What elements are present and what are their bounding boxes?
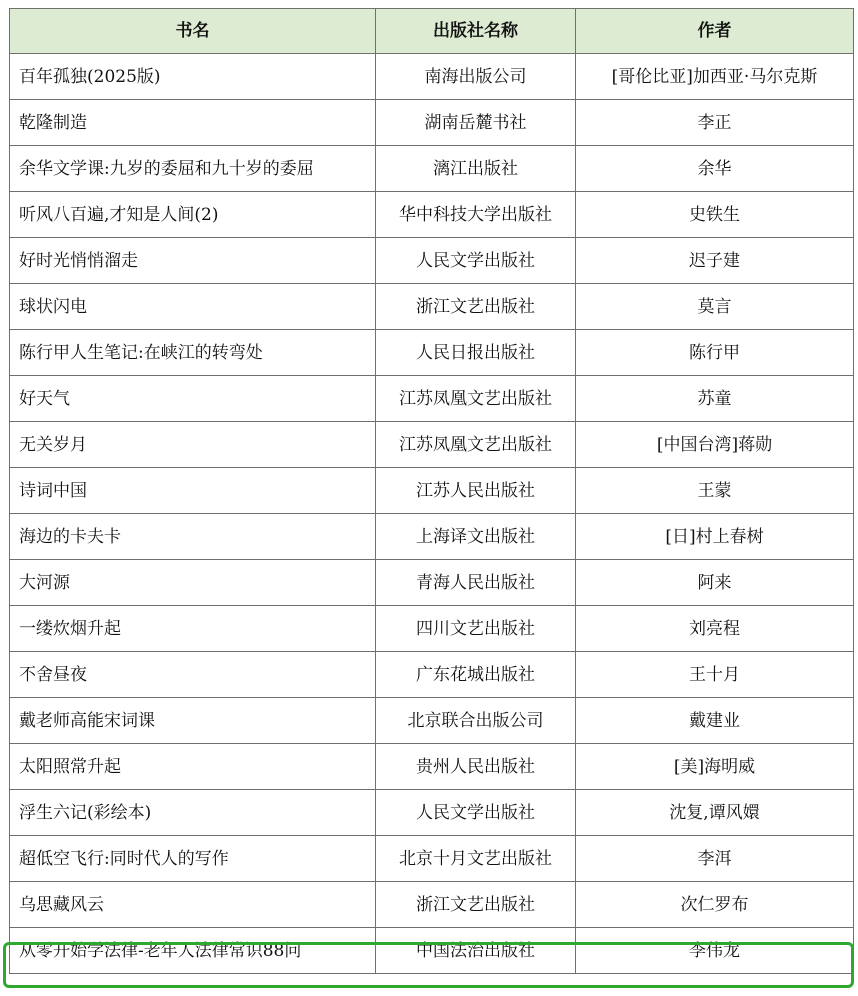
- book-title-cell: 余华文学课:九岁的委屈和九十岁的委屈: [10, 146, 376, 192]
- publisher-cell: 漓江出版社: [376, 146, 576, 192]
- table-row: [10, 146, 854, 192]
- publisher-cell: 江苏人民出版社: [376, 468, 576, 514]
- book-title-cell: 好时光悄悄溜走: [10, 238, 376, 284]
- table-body: [10, 54, 854, 974]
- author-cell: 李正: [576, 100, 854, 146]
- header-publisher: 出版社名称: [376, 9, 576, 54]
- table-row: [10, 790, 854, 836]
- publisher-cell: 江苏凤凰文艺出版社: [376, 376, 576, 422]
- book-list-table: [9, 8, 854, 974]
- header-title: 书名: [10, 9, 376, 54]
- author-cell: 次仁罗布: [576, 882, 854, 928]
- table-row: [10, 422, 854, 468]
- publisher-cell: 中国法治出版社: [376, 928, 576, 974]
- author-cell: 王蒙: [576, 468, 854, 514]
- table-row: [10, 376, 854, 422]
- table-row: [10, 100, 854, 146]
- publisher-cell: 北京联合出版公司: [376, 698, 576, 744]
- publisher-cell: 浙江文艺出版社: [376, 284, 576, 330]
- author-cell: 余华: [576, 146, 854, 192]
- book-title-cell: 乌思藏风云: [10, 882, 376, 928]
- author-cell: [中国台湾]蒋勋: [576, 422, 854, 468]
- book-title-cell: 听风八百遍,才知是人间(2): [10, 192, 376, 238]
- publisher-cell: 江苏凤凰文艺出版社: [376, 422, 576, 468]
- author-cell: 戴建业: [576, 698, 854, 744]
- table-row: [10, 606, 854, 652]
- table-row: [10, 54, 854, 100]
- author-cell: 苏童: [576, 376, 854, 422]
- publisher-cell: 人民文学出版社: [376, 238, 576, 284]
- publisher-cell: 北京十月文艺出版社: [376, 836, 576, 882]
- publisher-cell: 人民文学出版社: [376, 790, 576, 836]
- book-title-cell: 一缕炊烟升起: [10, 606, 376, 652]
- table-row: [10, 652, 854, 698]
- author-cell: 刘亮程: [576, 606, 854, 652]
- table-row: [10, 514, 854, 560]
- publisher-cell: 湖南岳麓书社: [376, 100, 576, 146]
- publisher-cell: 广东花城出版社: [376, 652, 576, 698]
- author-cell: 陈行甲: [576, 330, 854, 376]
- publisher-cell: 南海出版公司: [376, 54, 576, 100]
- publisher-cell: 上海译文出版社: [376, 514, 576, 560]
- book-title-cell: 戴老师高能宋词课: [10, 698, 376, 744]
- author-cell: 李洱: [576, 836, 854, 882]
- author-cell: 阿来: [576, 560, 854, 606]
- author-cell: [美]海明威: [576, 744, 854, 790]
- table-row: [10, 560, 854, 606]
- book-title-cell: 太阳照常升起: [10, 744, 376, 790]
- publisher-cell: 浙江文艺出版社: [376, 882, 576, 928]
- table-row: [10, 698, 854, 744]
- author-cell: [日]村上春树: [576, 514, 854, 560]
- book-title-cell: 浮生六记(彩绘本): [10, 790, 376, 836]
- book-title-cell: 从零开始学法律-老年人法律常识88问: [10, 928, 376, 974]
- book-title-cell: 乾隆制造: [10, 100, 376, 146]
- publisher-cell: 人民日报出版社: [376, 330, 576, 376]
- header-row: [10, 9, 854, 54]
- table-header: [10, 9, 854, 54]
- table-row: [10, 882, 854, 928]
- book-title-cell: 陈行甲人生笔记:在峡江的转弯处: [10, 330, 376, 376]
- publisher-cell: 青海人民出版社: [376, 560, 576, 606]
- publisher-cell: 贵州人民出版社: [376, 744, 576, 790]
- table-row: [10, 468, 854, 514]
- book-title-cell: 百年孤独(2025版): [10, 54, 376, 100]
- header-author: 作者: [576, 9, 854, 54]
- table-row: [10, 284, 854, 330]
- table-row: [10, 836, 854, 882]
- book-title-cell: 超低空飞行:同时代人的写作: [10, 836, 376, 882]
- table-row: [10, 744, 854, 790]
- author-cell: 王十月: [576, 652, 854, 698]
- author-cell: 史铁生: [576, 192, 854, 238]
- author-cell: 李伟龙: [576, 928, 854, 974]
- book-title-cell: 海边的卡夫卡: [10, 514, 376, 560]
- publisher-cell: 华中科技大学出版社: [376, 192, 576, 238]
- book-title-cell: 诗词中国: [10, 468, 376, 514]
- table-row: [10, 330, 854, 376]
- author-cell: 莫言: [576, 284, 854, 330]
- book-title-cell: 大河源: [10, 560, 376, 606]
- table-row: [10, 192, 854, 238]
- table-row: [10, 238, 854, 284]
- author-cell: 迟子建: [576, 238, 854, 284]
- author-cell: [哥伦比亚]加西亚·马尔克斯: [576, 54, 854, 100]
- book-title-cell: 不舍昼夜: [10, 652, 376, 698]
- book-title-cell: 无关岁月: [10, 422, 376, 468]
- publisher-cell: 四川文艺出版社: [376, 606, 576, 652]
- book-title-cell: 球状闪电: [10, 284, 376, 330]
- book-title-cell: 好天气: [10, 376, 376, 422]
- author-cell: 沈复,谭风嬛: [576, 790, 854, 836]
- table-row: [10, 928, 854, 974]
